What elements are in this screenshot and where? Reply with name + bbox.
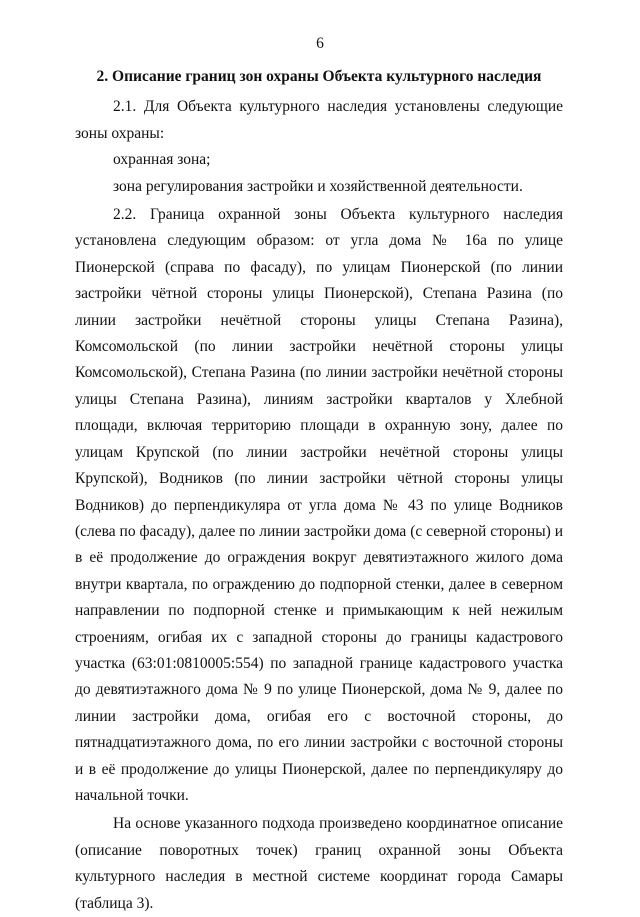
list-item-protection-zone: охранная зона; — [113, 151, 211, 169]
page-content — [75, 64, 563, 917]
paragraph-2-1: 2.1. Для Объекта культурного наследия установлены следующие зоны охраны: — [75, 98, 563, 142]
paragraph-2-2: 2.2. Граница охранной зоны Объекта культурного наследия установлена следующим образом: от угла дома № 16а по улице Пионерской (справа по фасаду), по улицам Пионерской (по линии застройки чётной стороны улицы Пионерской), Степана Разина (по линии застройки нечётной стороны улицы Степана Разина), Комсомольской (по линии застройки нечётной стороны улицы Комсомольской), Степана Разина (по линии застройки нечётной стороны улицы Степана Разина), линиям застройки кварталов у Хлебной площади, включая территорию площади в охранную зону, далее по улицам Крупской (по линии застройки нечётной стороны улицы Крупской), Водников (по линии застройки чётной стороны улицы Водников) до перпендикуляра от угла дома № 43 по улице Водников (слева по фасаду), далее по линии застройки дома (с северной стороны) и в её продолжение до ограждения вокруг девятиэтажного жилого дома внутри квартала, по ограждению до подпорной стенки, далее в северном направлении по подпорной стенке и примыкающим к ней нежилым строениям, огибая их с западной стороны до границы кадастрового участка (63:01:0810005:554) по западной границе кадастрового участка до девятиэтажного дома № 9 по улице Пионерской, дома № 9, далее по линии застройки дома, огибая его с восточной стороны, до пятнадцатиэтажного дома, по его линии застройки с восточной стороны и в её продолжение до улицы Пионерской, далее по перпендикуляру до начальной точки. — [75, 206, 563, 804]
list-item-regulation-zone: зона регулирования застройки и хозяйственной деятельности. — [113, 177, 523, 195]
paragraph-coordinates: На основе указанного подхода произведено координатное описание (описание поворотных точек) границ охранной зоны Объекта культурного наследия в местной системе координат города Самары (таблица 3). — [75, 815, 563, 912]
page-number: 6 — [316, 35, 324, 52]
section-heading: 2. Описание границ зон охраны Объекта культурного наследия — [96, 68, 542, 85]
